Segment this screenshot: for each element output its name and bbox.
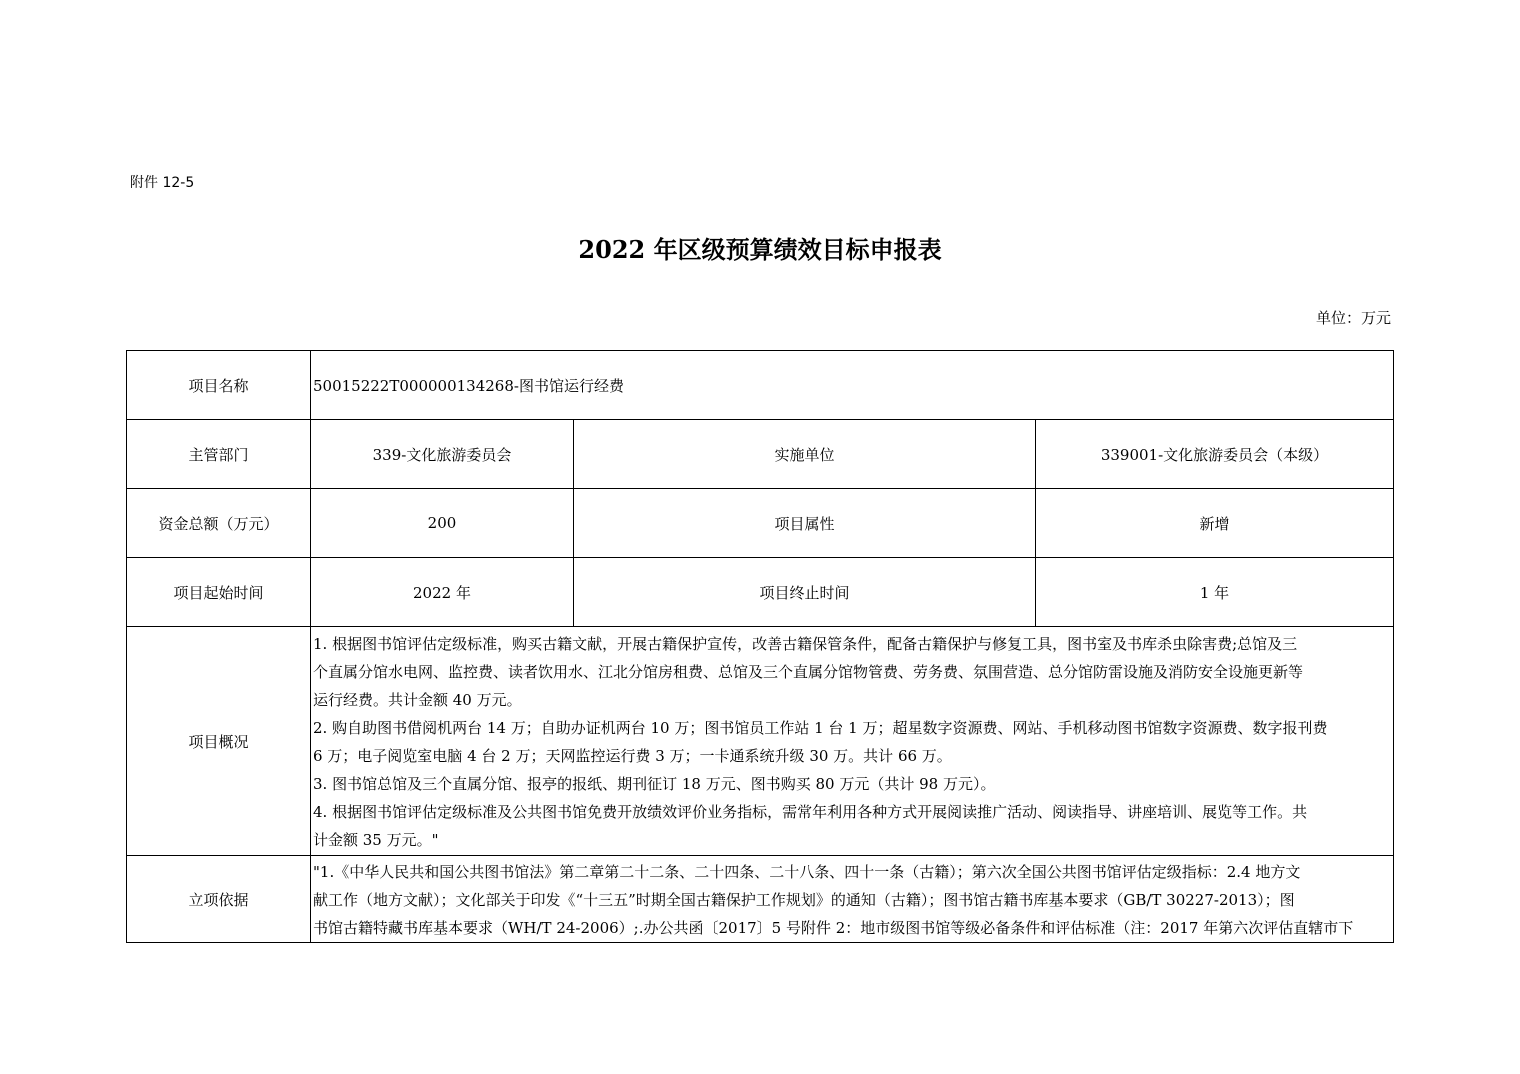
overview-line: 4. 根据图书馆评估定级标准及公共图书馆免费开放绩效评价业务指标，需常年利用各种方式开展阅读推广活动、阅读指导、讲座培训、展览等工作。共	[313, 803, 1308, 821]
overview-line: 个直属分馆水电网、监控费、读者饮用水、江北分馆房租费、总馆及三个直属分馆物管费、劳务费、氛围营造、总分馆防雷设施及消防安全设施更新等	[313, 663, 1304, 681]
overview-line: 1. 根据图书馆评估定级标准，购买古籍文献，开展古籍保护宣传，改善古籍保管条件，配备古籍保护与修复工具，图书室及书库杀虫除害费;总馆及三	[313, 635, 1298, 653]
basis-line: 书馆古籍特藏书库基本要求（WH/T 24-2006）;.办公共函〔2017〕5 号附件 2：地市级图书馆等级必备条件和评估标准（注：2017 年第六次评估直辖市下	[313, 919, 1354, 937]
basis-line: 献工作（地方文献）；文化部关于印发《“十三五”时期全国古籍保护工作规划》的通知（古籍）；图书馆古籍书库基本要求（GB/T 30227-2013）；图	[313, 891, 1295, 909]
overview-line: 运行经费。共计金额 40 万元。	[313, 691, 522, 709]
attr-label: 项目属性	[574, 489, 1036, 558]
funds-value: 200	[311, 489, 574, 558]
overview-text	[311, 627, 1394, 856]
overview-label: 项目概况	[127, 627, 311, 856]
budget-form-table	[126, 350, 1394, 943]
attachment-number: 附件 12-5	[130, 175, 195, 191]
dept-value: 339-文化旅游委员会	[311, 420, 574, 489]
row-department	[127, 420, 1394, 489]
row-funds	[127, 489, 1394, 558]
dept-label: 主管部门	[127, 420, 311, 489]
overview-line: 3. 图书馆总馆及三个直属分馆、报亭的报纸、期刊征订 18 万元、图书购买 80 万元（共计 98 万元）。	[313, 775, 996, 793]
project-name-value: 50015222T000000134268-图书馆运行经费	[311, 351, 1394, 420]
row-basis	[127, 856, 1394, 943]
basis-text	[311, 856, 1394, 943]
end-value: 1 年	[1036, 558, 1394, 627]
row-period	[127, 558, 1394, 627]
funds-label: 资金总额（万元）	[127, 489, 311, 558]
overview-line: 6 万；电子阅览室电脑 4 台 2 万；天网监控运行费 3 万；一卡通系统升级 30 万。共计 66 万。	[313, 747, 952, 765]
impl-label: 实施单位	[574, 420, 1036, 489]
basis-label: 立项依据	[127, 856, 311, 943]
row-project-name	[127, 351, 1394, 420]
row-overview	[127, 627, 1394, 856]
unit-note: 单位：万元	[1315, 309, 1391, 327]
attr-value: 新增	[1036, 489, 1394, 558]
start-value: 2022 年	[311, 558, 574, 627]
overview-line: 2. 购自助图书借阅机两台 14 万；自助办证机两台 10 万；图书馆员工作站 1 台 1 万；超星数字资源费、网站、手机移动图书馆数字资源费、数字报刊费	[313, 719, 1328, 737]
project-name-label: 项目名称	[127, 351, 311, 420]
basis-line: "1.《中华人民共和国公共图书馆法》第二章第二十二条、二十四条、二十八条、四十一条（古籍）；第六次全国公共图书馆评估定级指标：2.4 地方文	[313, 863, 1301, 881]
page-title: 2022 年区级预算绩效目标申报表	[578, 235, 942, 264]
end-label: 项目终止时间	[574, 558, 1036, 627]
overview-line: 计金额 35 万元。"	[313, 831, 439, 849]
impl-value: 339001-文化旅游委员会（本级）	[1036, 420, 1394, 489]
start-label: 项目起始时间	[127, 558, 311, 627]
